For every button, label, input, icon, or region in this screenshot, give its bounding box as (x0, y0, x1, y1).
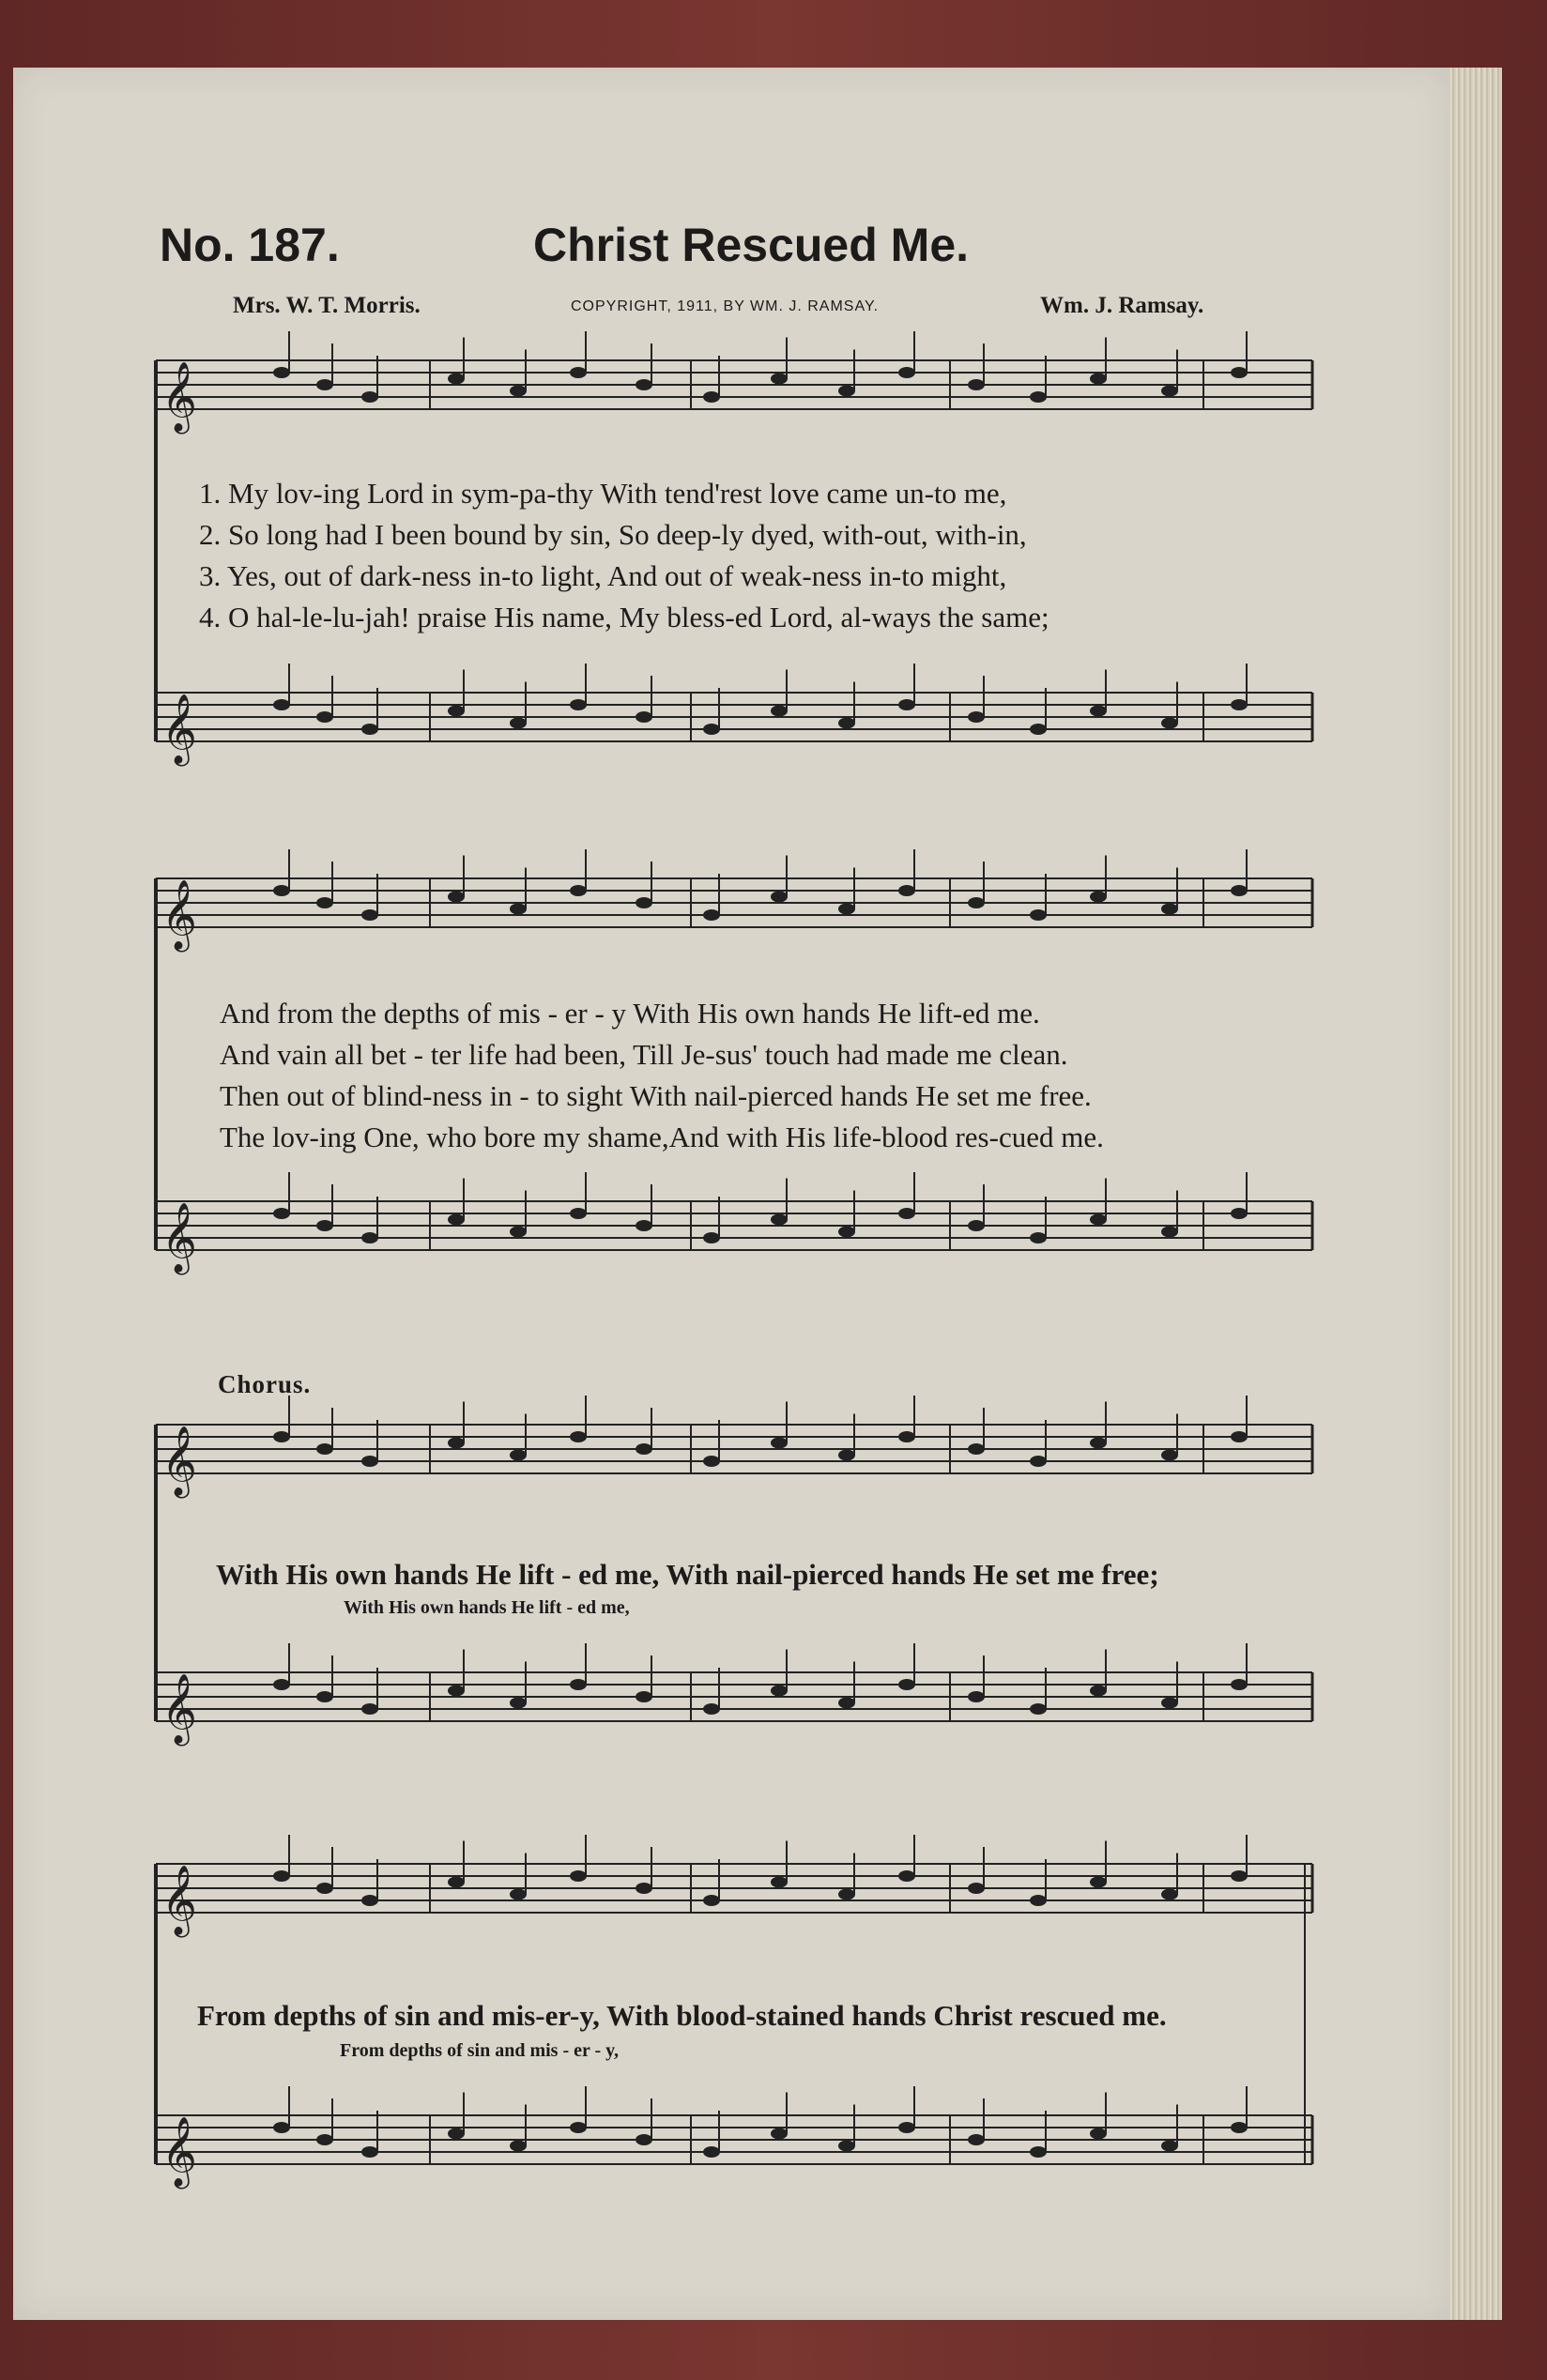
verse-line-3: 3. Yes, out of dark-ness in-to light, And out of weak-ness in-to might, (199, 559, 1007, 592)
verse-cont-line-1: And from the depths of mis - er - y With His own hands He lift-ed me. (220, 997, 1040, 1030)
verse-cont-line-3: Then out of blind-ness in - to sight With nail-pierced hands He set me free. (220, 1079, 1092, 1112)
svg-text:𝄞: 𝄞 (161, 1426, 197, 1496)
svg-text:𝄞: 𝄞 (161, 694, 197, 764)
chorus-line-1: With His own hands He lift - ed me, With nail-pierced hands He set me free; (216, 1558, 1159, 1591)
verse-cont-line-2: And vain all bet - ter life had been, Till Je-sus' touch had made me clean. (220, 1038, 1068, 1071)
hymn-number: No. 187. (160, 219, 340, 271)
svg-text:𝄞: 𝄞 (161, 362, 197, 432)
chorus-line-1-echo: With His own hands He lift - ed me, (344, 1597, 630, 1618)
chorus-line-2-echo: From depths of sin and mis - er - y, (340, 2040, 620, 2061)
verse-line-2: 2. So long had I been bound by sin, So deep-ly dyed, with-out, with-in, (199, 518, 1027, 551)
chorus-label: Chorus. (218, 1370, 312, 1398)
verse-cont-line-4: The lov-ing One, who bore my shame,And with His life-blood res-cued me. (220, 1121, 1104, 1153)
hymn-title: Christ Rescued Me. (533, 219, 970, 271)
chorus-line-2: From depths of sin and mis-er-y, With blood-stained hands Christ rescued me. (197, 1999, 1167, 2032)
svg-text:𝄞: 𝄞 (161, 880, 197, 950)
svg-text:𝄞: 𝄞 (161, 1203, 197, 1273)
verse-line-1: 1. My lov-ing Lord in sym-pa-thy With tend'rest love came un-to me, (199, 477, 1007, 510)
verse-line-4: 4. O hal-le-lu-jah! praise His name, My bless-ed Lord, al-ways the same; (199, 601, 1049, 633)
author: Mrs. W. T. Morris. (233, 293, 421, 318)
copyright-notice: COPYRIGHT, 1911, BY WM. J. RAMSAY. (571, 298, 880, 314)
composer: Wm. J. Ramsay. (1040, 293, 1204, 318)
svg-text:𝄞: 𝄞 (161, 1866, 197, 1935)
svg-text:𝄞: 𝄞 (161, 1674, 197, 1744)
svg-text:𝄞: 𝄞 (161, 2117, 197, 2187)
